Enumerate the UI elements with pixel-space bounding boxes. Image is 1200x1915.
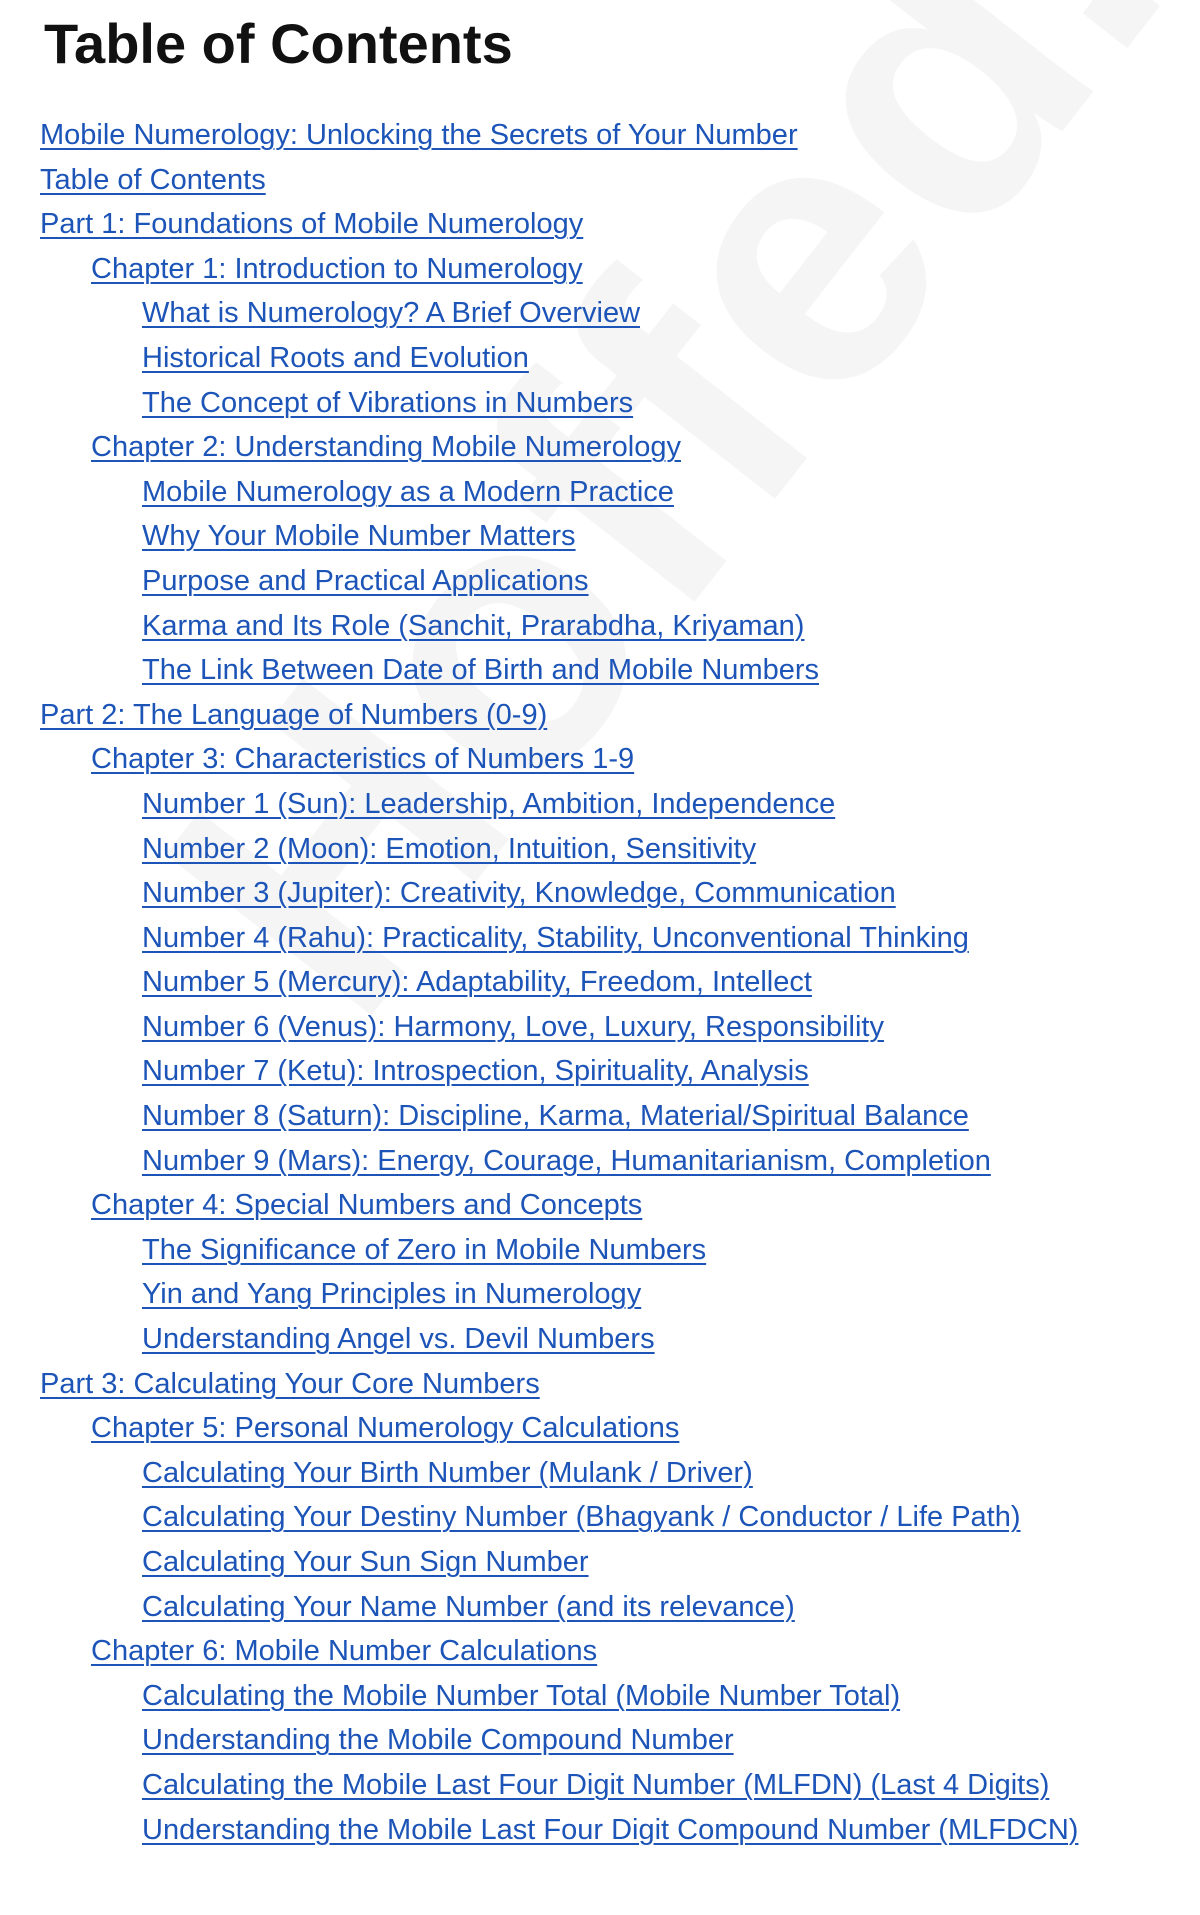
toc-link-section[interactable]: Number 6 (Venus): Harmony, Love, Luxury, Responsibility <box>142 1010 884 1043</box>
toc-link-section[interactable]: Historical Roots and Evolution <box>142 341 529 374</box>
toc-link-chapter[interactable]: Chapter 6: Mobile Number Calculations <box>91 1635 598 1668</box>
toc-entry <box>0 291 1200 336</box>
toc-link-section[interactable]: Calculating Your Destiny Number (Bhagyank / Conductor / Life Path) <box>142 1501 1021 1534</box>
toc-entry <box>0 1674 1200 1719</box>
toc-link-section[interactable]: Number 2 (Moon): Emotion, Intuition, Sensitivity <box>142 832 757 865</box>
toc-link-section[interactable]: The Concept of Vibrations in Numbers <box>142 386 634 419</box>
toc-link-part[interactable]: Part 2: The Language of Numbers (0-9) <box>40 698 548 731</box>
toc-link-section[interactable]: Calculating the Mobile Last Four Digit Number (MLFDN) (Last 4 Digits) <box>142 1768 1050 1801</box>
toc-entry <box>0 1808 1200 1853</box>
toc-entry <box>0 1451 1200 1496</box>
toc-link-section[interactable]: Why Your Mobile Number Matters <box>142 520 576 553</box>
toc-link-section[interactable]: Purpose and Practical Applications <box>142 564 589 597</box>
table-of-contents <box>0 113 1200 1852</box>
toc-entry <box>0 1585 1200 1630</box>
toc-entry <box>0 514 1200 559</box>
toc-link-section[interactable]: Calculating Your Name Number (and its relevance) <box>142 1590 795 1623</box>
toc-entry <box>0 1317 1200 1362</box>
toc-entry <box>0 1139 1200 1184</box>
page-title: Table of Contents <box>44 12 513 75</box>
toc-entry <box>0 1718 1200 1763</box>
toc-link-section[interactable]: Understanding Angel vs. Devil Numbers <box>142 1323 655 1356</box>
toc-entry <box>0 113 1200 158</box>
toc-link-section[interactable]: Calculating Your Birth Number (Mulank / Driver) <box>142 1456 753 1489</box>
toc-entry <box>0 782 1200 827</box>
toc-entry <box>0 381 1200 426</box>
toc-entry <box>0 604 1200 649</box>
toc-entry <box>0 1094 1200 1139</box>
toc-entry <box>0 1005 1200 1050</box>
toc-entry <box>0 470 1200 515</box>
toc-entry <box>0 425 1200 470</box>
toc-link-section[interactable]: Calculating Your Sun Sign Number <box>142 1546 589 1578</box>
toc-link-section[interactable]: Mobile Numerology as a Modern Practice <box>142 475 674 508</box>
toc-entry <box>0 336 1200 381</box>
toc-link-section[interactable]: Number 9 (Mars): Energy, Courage, Humanitarianism, Completion <box>142 1144 991 1177</box>
toc-link-chapter[interactable]: Chapter 5: Personal Numerology Calculations <box>91 1412 680 1445</box>
toc-entry <box>0 1406 1200 1451</box>
toc-entry <box>0 202 1200 247</box>
toc-link-section[interactable]: Karma and Its Role (Sanchit, Prarabdha, Kriyaman) <box>142 609 805 642</box>
toc-link-section[interactable]: Understanding the Mobile Compound Number <box>142 1724 734 1757</box>
toc-entry <box>0 648 1200 693</box>
toc-entry <box>0 1629 1200 1674</box>
toc-entry <box>0 960 1200 1005</box>
toc-link-section[interactable]: Yin and Yang Principles in Numerology <box>142 1278 642 1311</box>
toc-entry <box>0 916 1200 961</box>
toc-entry <box>0 1049 1200 1094</box>
toc-link-section[interactable]: Number 7 (Ketu): Introspection, Spirituality, Analysis <box>142 1055 809 1088</box>
toc-link-chapter[interactable]: Chapter 3: Characteristics of Numbers 1-9 <box>91 743 635 776</box>
toc-link-section[interactable]: Number 5 (Mercury): Adaptability, Freedom, Intellect <box>142 966 812 999</box>
toc-link-section[interactable]: Number 1 (Sun): Leadership, Ambition, Independence <box>142 787 836 820</box>
toc-entry <box>0 1183 1200 1228</box>
toc-entry <box>0 1763 1200 1808</box>
toc-entry <box>0 559 1200 604</box>
toc-link-section[interactable]: Calculating the Mobile Number Total (Mobile Number Total) <box>142 1679 901 1712</box>
toc-entry <box>0 1272 1200 1317</box>
toc-link-section[interactable]: Understanding the Mobile Last Four Digit Compound Number (MLFDCN) <box>142 1813 1079 1846</box>
toc-entry <box>0 247 1200 292</box>
toc-entry <box>0 871 1200 916</box>
toc-link-section[interactable]: What is Numerology? A Brief Overview <box>142 297 641 330</box>
toc-link-part[interactable]: Part 1: Foundations of Mobile Numerology <box>40 208 584 241</box>
toc-link-section[interactable]: Number 3 (Jupiter): Creativity, Knowledge, Communication <box>142 877 896 910</box>
toc-entry <box>0 1495 1200 1540</box>
toc-link-part[interactable]: Table of Contents <box>40 163 266 196</box>
toc-entry <box>0 1228 1200 1273</box>
toc-link-part[interactable]: Mobile Numerology: Unlocking the Secrets of Your Number <box>40 119 798 151</box>
toc-link-chapter[interactable]: Chapter 4: Special Numbers and Concepts <box>91 1189 643 1222</box>
toc-link-section[interactable]: Number 8 (Saturn): Discipline, Karma, Material/Spiritual Balance <box>142 1100 969 1133</box>
toc-entry <box>0 693 1200 738</box>
toc-entry <box>0 737 1200 782</box>
toc-link-section[interactable]: The Significance of Zero in Mobile Numbers <box>142 1233 707 1266</box>
toc-link-chapter[interactable]: Chapter 2: Understanding Mobile Numerology <box>91 431 681 464</box>
toc-link-chapter[interactable]: Chapter 1: Introduction to Numerology <box>91 252 583 285</box>
toc-entry <box>0 1540 1200 1585</box>
toc-link-part[interactable]: Part 3: Calculating Your Core Numbers <box>40 1367 540 1400</box>
toc-entry <box>0 1362 1200 1407</box>
toc-entry <box>0 158 1200 203</box>
toc-link-section[interactable]: The Link Between Date of Birth and Mobile Numbers <box>142 654 820 687</box>
toc-entry <box>0 827 1200 872</box>
toc-link-section[interactable]: Number 4 (Rahu): Practicality, Stability, Unconventional Thinking <box>142 921 969 954</box>
